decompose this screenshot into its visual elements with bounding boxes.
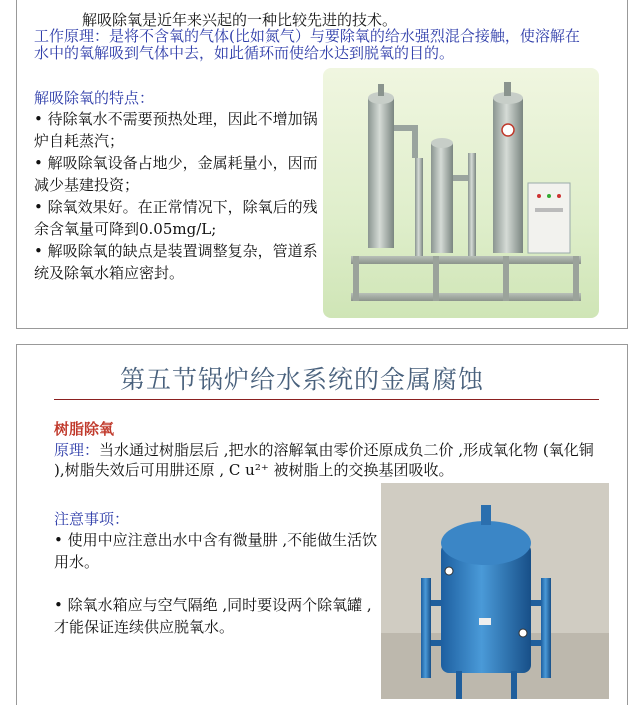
principle-label: 工作原理： <box>34 27 110 45</box>
principle-text-b: 与要除氧的给水强烈混合接触，使溶解在水中的氧解吸到气体中去，如此循环而使给水达到脱氧的目的。 <box>34 27 580 62</box>
feature-item: • 解吸除氧设备占地少，金属耗量小，因而减少基建投资； <box>34 154 318 194</box>
feature-item: • 除氧效果好。在正常情况下，除氧后的残余含氧量可降到0.05mg/L; <box>34 198 318 238</box>
slide-title: 第五节锅炉给水系统的金属腐蚀 <box>120 365 485 394</box>
principle-highlight: 不含氧的气体(比如氮气） <box>139 27 310 45</box>
section-heading: 树脂除氧 <box>54 420 115 438</box>
note-item: • 使用中应注意出水中含有微量肼 ,不能做生活饮用水。 <box>54 531 378 571</box>
resin-principle-label: 原理： <box>54 441 100 459</box>
features-title: 解吸除氧的特点： <box>34 89 155 107</box>
note-item: • 除氧水箱应与空气隔绝 ,同时要设两个除氧罐 ,才能保证连续供应脱氧水。 <box>54 596 372 636</box>
notes-title: 注意事项： <box>54 510 130 528</box>
resin-principle-text: 当水通过树脂层后 ,把水的溶解氧由零价还原成负二价 ,形成氧化物 (氧化铜 ),树脂失效后可用肼还原 , C u²⁺ 被树脂上的交换基团吸收。 <box>54 441 594 479</box>
deaerator-equipment-photo <box>323 68 599 318</box>
principle-paragraph <box>34 28 584 62</box>
feature-item: • 待除氧水不需要预热处理，因此不增加锅炉自耗蒸汽； <box>34 110 318 150</box>
feature-item: • 解吸除氧的缺点是装置调整复杂，管道系统及除氧水箱应密封。 <box>34 242 318 282</box>
principle-text-a: 是将 <box>109 27 140 45</box>
resin-principle-paragraph <box>54 440 609 480</box>
intro-text: 解吸除氧是近年来兴起的一种比较先进的技术。 <box>82 11 398 29</box>
title-divider <box>54 399 599 400</box>
resin-tank-photo <box>381 483 609 699</box>
